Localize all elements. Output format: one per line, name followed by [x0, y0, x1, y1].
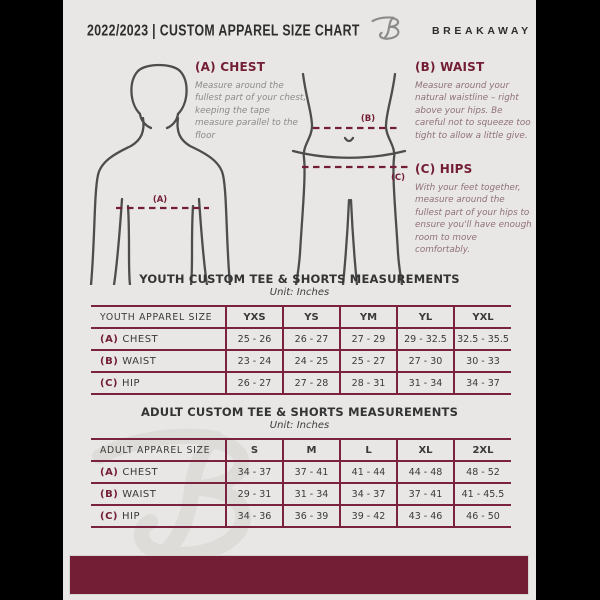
- table-row: [91, 483, 511, 505]
- chest-guide: [195, 60, 311, 142]
- row-tag: (A): [100, 466, 119, 478]
- youth-size-col: YS: [283, 306, 340, 328]
- adult-size-col: 2XL: [454, 439, 511, 461]
- youth-table-title: YOUTH CUSTOM TEE & SHORTS MEASUREMENTS: [139, 272, 460, 286]
- row-label: WAIST: [122, 488, 157, 500]
- youth-size-col: YM: [340, 306, 397, 328]
- footer-accent-bar: [69, 555, 529, 595]
- cell: 29 - 31: [226, 483, 283, 505]
- youth-size-table: [91, 305, 511, 395]
- table-row: [91, 505, 511, 527]
- cell: 34 - 37: [340, 483, 397, 505]
- adult-corner-label: ADULT APPAREL SIZE: [91, 439, 226, 461]
- cell: 43 - 46: [397, 505, 454, 527]
- row-header: [91, 328, 226, 350]
- cell: 34 - 37: [454, 372, 511, 394]
- row-header: [91, 483, 226, 505]
- table-row: [91, 372, 511, 394]
- hips-guide: [415, 162, 534, 257]
- row-header: [91, 505, 226, 527]
- adult-size-col: S: [226, 439, 283, 461]
- youth-size-col: YL: [397, 306, 454, 328]
- hips-line-label: (C): [390, 173, 406, 183]
- youth-size-col: YXS: [226, 306, 283, 328]
- adult-table-title: ADULT CUSTOM TEE & SHORTS MEASUREMENTS: [140, 405, 459, 419]
- row-tag: (C): [100, 510, 118, 522]
- cell: 41 - 45.5: [454, 483, 511, 505]
- row-tag: (A): [100, 333, 119, 345]
- row-label: HIP: [121, 510, 140, 522]
- cell: 28 - 31: [340, 372, 397, 394]
- youth-table-section: [63, 272, 536, 395]
- adult-size-table: [91, 438, 511, 528]
- row-label: WAIST: [122, 355, 157, 367]
- waist-description: Measure around your natural waistline – right above your hips. Be careful not to squeeze too tight to allow a little give.: [415, 81, 531, 141]
- table-row: [91, 461, 511, 483]
- cell: 48 - 52: [454, 461, 511, 483]
- cell: 25 - 27: [340, 350, 397, 372]
- row-header: [91, 350, 226, 372]
- adult-size-col: M: [283, 439, 340, 461]
- chest-line-label: (A): [152, 195, 168, 205]
- youth-corner-label: YOUTH APPAREL SIZE: [91, 306, 226, 328]
- waist-line-label: (B): [360, 114, 376, 124]
- brand-name: BREAKAWAY: [432, 25, 532, 37]
- cell: 27 - 30: [397, 350, 454, 372]
- row-tag: (C): [100, 377, 118, 389]
- youth-size-col: YXL: [454, 306, 511, 328]
- adult-size-col: XL: [397, 439, 454, 461]
- hips-description: With your feet together, measure around the fullest part of your hips to ensure you'll have enough room to move comfortably.: [415, 183, 532, 256]
- cell: 27 - 28: [283, 372, 340, 394]
- cell: 26 - 27: [226, 372, 283, 394]
- cell: 31 - 34: [397, 372, 454, 394]
- cell: 25 - 26: [226, 328, 283, 350]
- hips-heading: (C) HIPS: [415, 162, 473, 176]
- cell: 37 - 41: [283, 461, 340, 483]
- breakaway-logo-icon: [370, 13, 404, 43]
- cell: 41 - 44: [340, 461, 397, 483]
- cell: 29 - 32.5: [397, 328, 454, 350]
- row-header: [91, 461, 226, 483]
- cell: 34 - 36: [226, 505, 283, 527]
- cell: 37 - 41: [397, 483, 454, 505]
- youth-header-row: [91, 306, 511, 328]
- chest-heading: (A) CHEST: [195, 60, 266, 74]
- cell: 46 - 50: [454, 505, 511, 527]
- adult-table-unit: Unit: Inches: [269, 420, 330, 431]
- row-label: CHEST: [122, 466, 159, 478]
- cell: 24 - 25: [283, 350, 340, 372]
- cell: 31 - 34: [283, 483, 340, 505]
- cell: 36 - 39: [283, 505, 340, 527]
- cell: 32.5 - 35.5: [454, 328, 511, 350]
- size-chart-document: [63, 0, 536, 600]
- row-label: CHEST: [122, 333, 159, 345]
- waist-heading: (B) WAIST: [415, 60, 485, 74]
- page-title: 2022/2023 | CUSTOM APPAREL SIZE CHART: [87, 21, 360, 39]
- row-header: [91, 372, 226, 394]
- cell: 30 - 33: [454, 350, 511, 372]
- row-tag: (B): [100, 488, 119, 500]
- waist-guide: [415, 60, 531, 142]
- cell: 34 - 37: [226, 461, 283, 483]
- cell: 26 - 27: [283, 328, 340, 350]
- table-row: [91, 350, 511, 372]
- cell: 23 - 24: [226, 350, 283, 372]
- adult-header-row: [91, 439, 511, 461]
- youth-table-unit: Unit: Inches: [269, 287, 330, 298]
- row-tag: (B): [100, 355, 119, 367]
- table-row: [91, 328, 511, 350]
- row-label: HIP: [121, 377, 140, 389]
- chest-description: Measure around the fullest part of your chest, keeping the tape measure parallel to the floor: [195, 81, 307, 141]
- adult-table-section: [63, 405, 536, 528]
- cell: 39 - 42: [340, 505, 397, 527]
- cell: 27 - 29: [340, 328, 397, 350]
- cell: 44 - 48: [397, 461, 454, 483]
- adult-size-col: L: [340, 439, 397, 461]
